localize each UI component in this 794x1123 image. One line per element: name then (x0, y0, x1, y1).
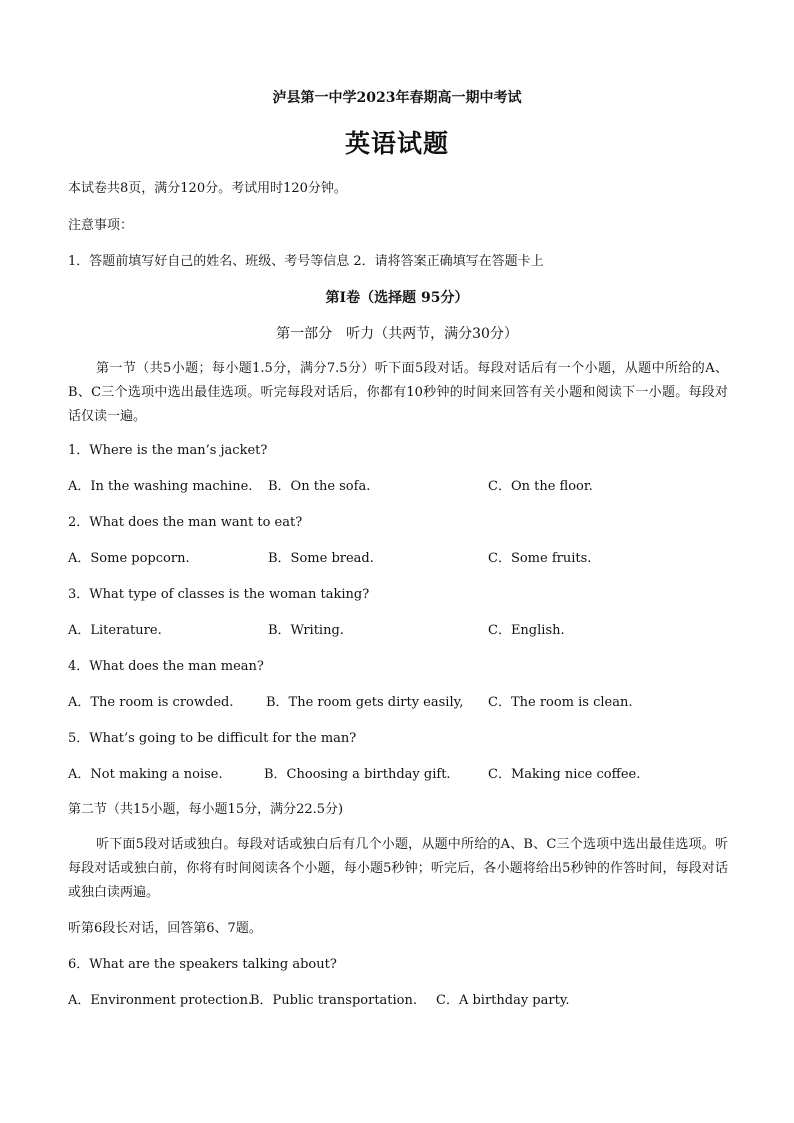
option-c: C．The room is clean. (488, 695, 633, 710)
question-stem: 6．What are the speakers talking about? (68, 957, 337, 972)
volume-title: 第I卷（选择题 95分） (325, 290, 469, 306)
dialogue-label: 听第6段长对话，回答第6、7题。 (68, 921, 262, 936)
option-c: C．On the floor. (488, 479, 593, 494)
section2-instruction: 听下面5段对话或独白。每段对话或独白后有几个小题，从题中所给的A、B、C三个选项中选出最佳选项。听每段对话或独白前，你将有时间阅读各个小题，每小题5秒钟；听完后，各小题将给出5秒钟的作答时间，每段对话或独白读两遍。 (68, 837, 728, 900)
option-a: A．Literature. (68, 623, 162, 638)
option-b: B．The room gets dirty easily, (266, 695, 464, 710)
option-b: B．Some bread. (268, 551, 374, 566)
notes-text: 1．答题前填写好自己的姓名、班级、考号等信息 2．请将答案正确填写在答题卡上 (68, 254, 544, 269)
option-a: A．Environment protection. (68, 993, 253, 1008)
exam-info: 本试卷共8页，满分120分。考试用时120分钟。 (68, 181, 347, 196)
option-b: B．Writing. (268, 623, 344, 638)
option-a: A．Some popcorn. (68, 551, 190, 566)
option-c: C．Making nice coffee. (488, 767, 641, 782)
section1-instruction: 第一节（共5小题；每小题1.5分，满分7.5分）听下面5段对话。每段对话后有一个小题，从题中所给的A、B、C三个选项中选出最佳选项。听完每段对话后，你都有10秒钟的时间来回答有关小题和阅读下一小题。每段对话仅读一遍。 (68, 361, 728, 424)
question-stem: 4．What does the man mean? (68, 659, 264, 674)
exam-title: 泸县第一中学2023年春期高一期中考试 (272, 90, 522, 106)
question-stem: 2．What does the man want to eat? (68, 515, 303, 530)
option-a: A．Not making a noise. (68, 767, 223, 782)
option-a: A．In the washing machine. (68, 479, 253, 494)
option-a: A．The room is crowded. (68, 695, 234, 710)
question-stem: 3．What type of classes is the woman taking? (68, 587, 370, 602)
option-b: B．Public transportation. (250, 993, 418, 1008)
option-b: B．Choosing a birthday gift. (264, 767, 451, 782)
question-stem: 1．Where is the man’s jacket? (68, 443, 268, 458)
option-c: C．Some fruits. (488, 551, 592, 566)
notes-label: 注意事项： (68, 218, 134, 233)
option-c: C．A birthday party. (436, 993, 570, 1008)
subject-title: 英语试题 (344, 129, 449, 158)
question-stem: 5．What’s going to be difficult for the man? (68, 731, 357, 746)
section2-title: 第二节（共15小题，每小题15分，满分22.5分) (68, 802, 344, 817)
option-c: C．English. (488, 623, 565, 638)
part-title: 第一部分 听力（共两节，满分30分） (276, 326, 518, 342)
option-b: B．On the sofa. (268, 479, 371, 494)
